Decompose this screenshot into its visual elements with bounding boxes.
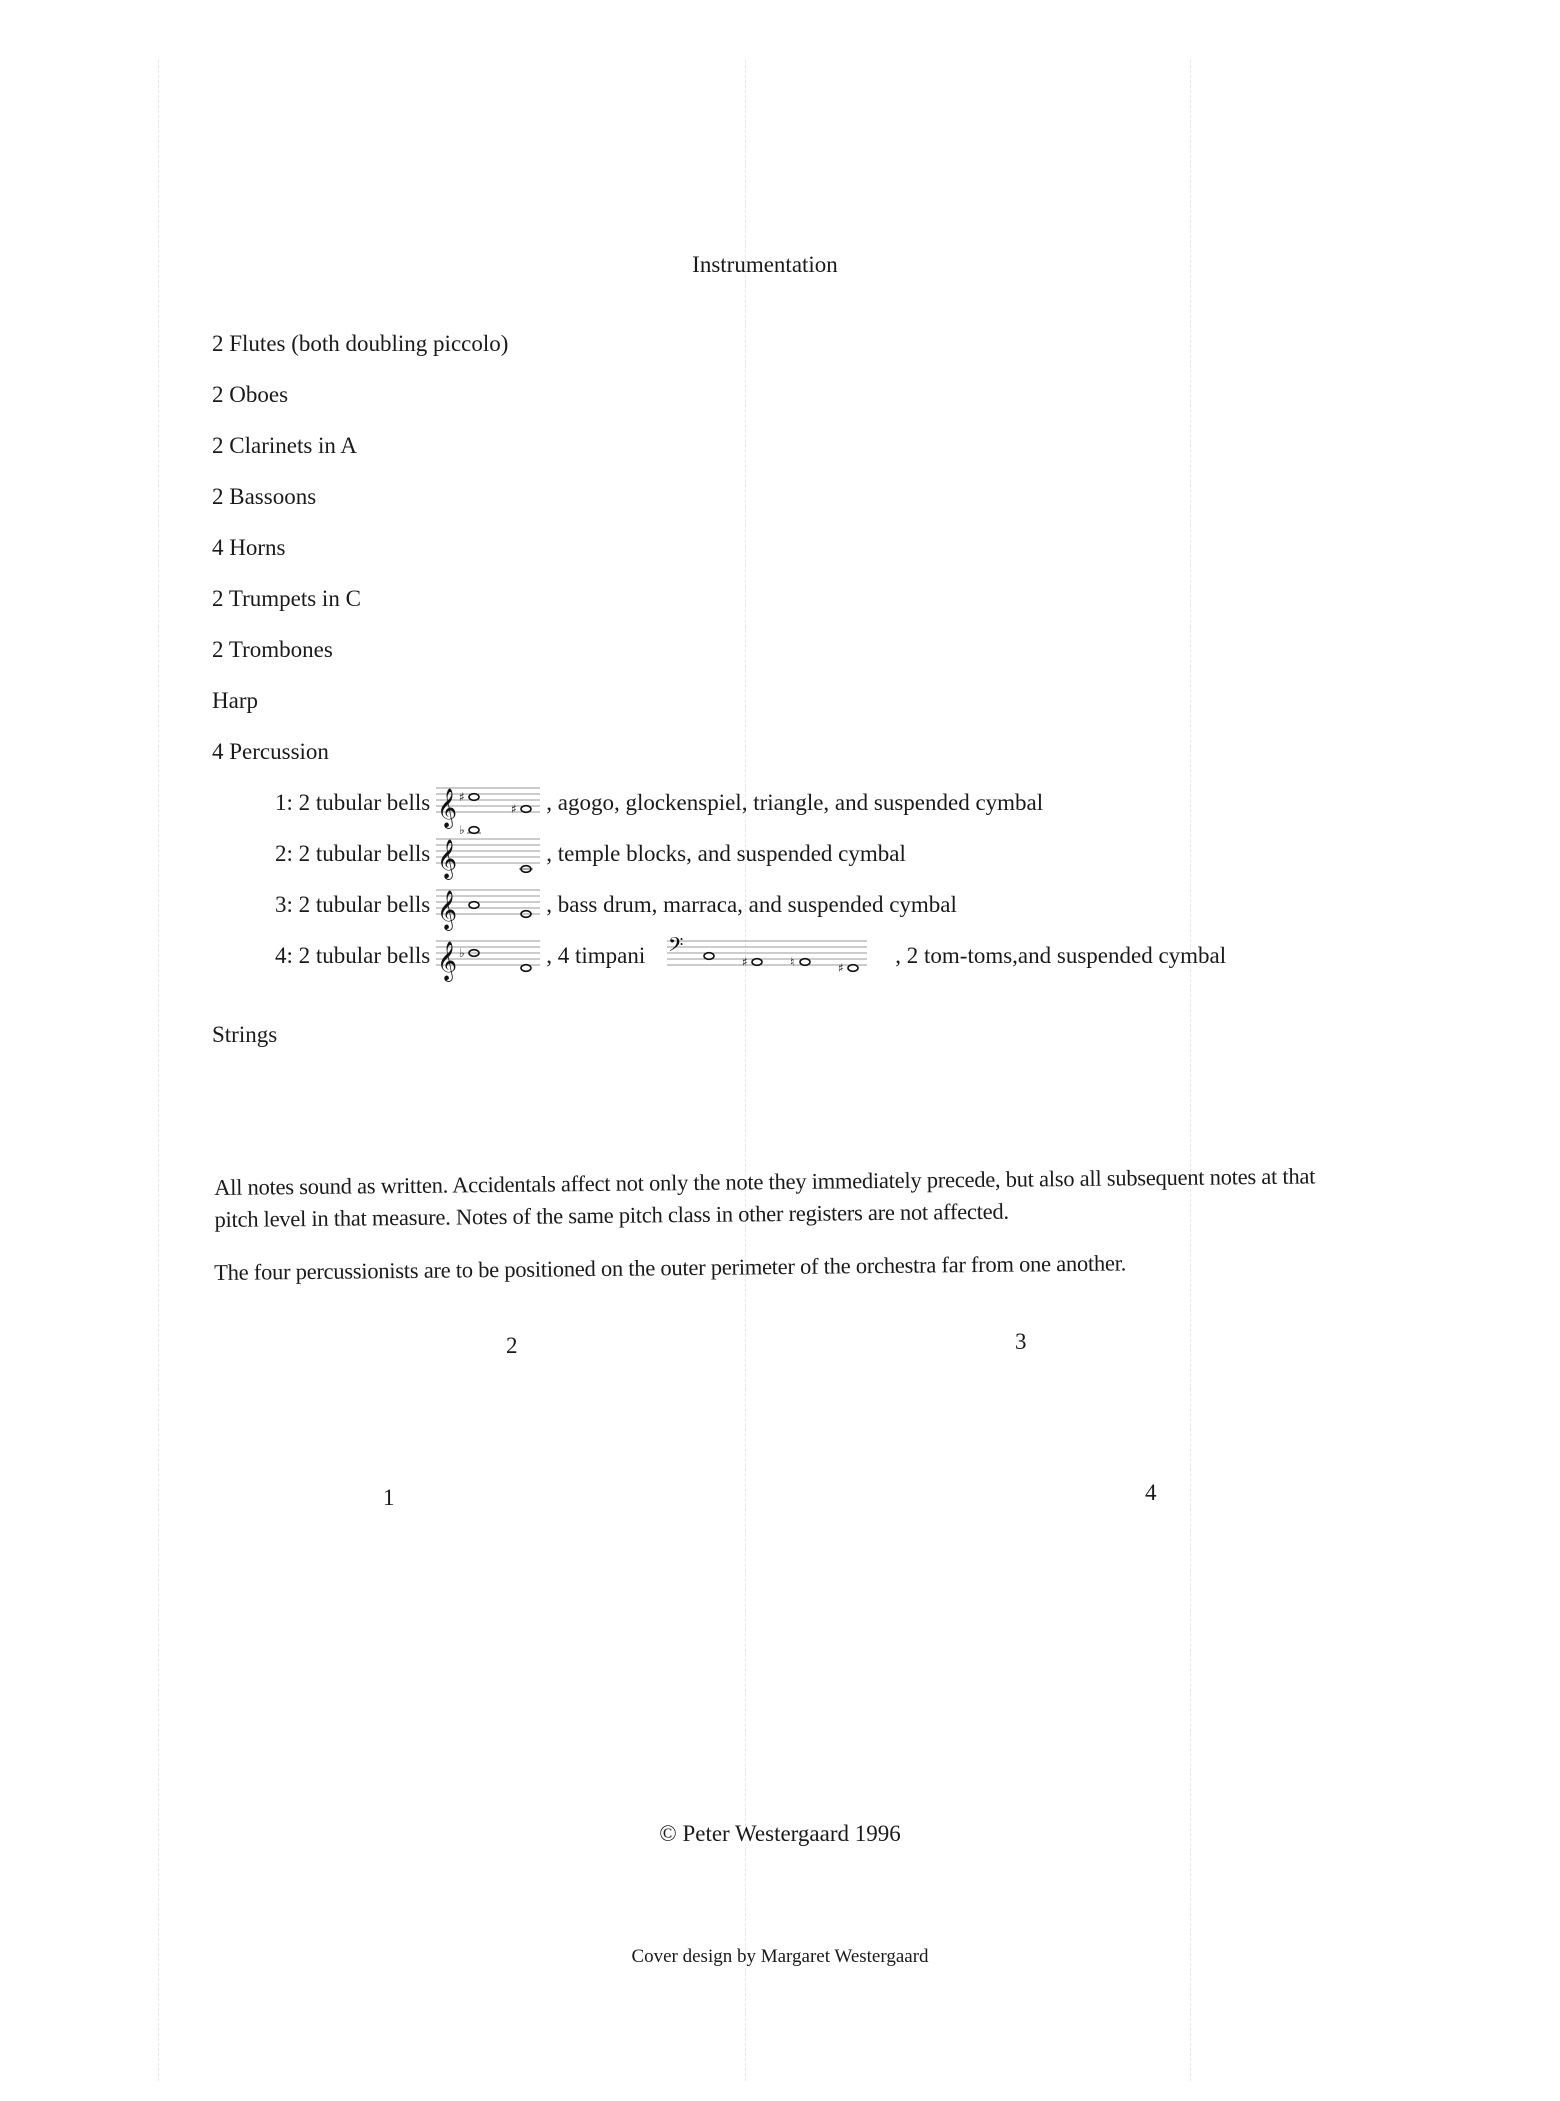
bass-clef-icon: 𝄢 — [668, 933, 684, 961]
position-4: 4 — [1145, 1480, 1157, 1505]
sharp-icon: ♯ — [838, 961, 845, 975]
note-head — [469, 902, 479, 909]
percussion-label: 4: 2 tubular bells — [275, 943, 431, 968]
bells-staff-1 — [436, 780, 540, 826]
percussion-row-3 — [275, 882, 957, 928]
bells-staff-2 — [436, 823, 540, 879]
note-head — [469, 794, 479, 801]
percussion-label: 1: 2 tubular bells — [275, 790, 431, 815]
note-head — [800, 959, 810, 966]
position-1: 1 — [383, 1485, 395, 1510]
position-3: 3 — [1015, 1329, 1027, 1354]
treble-clef-icon: 𝄞 — [437, 839, 458, 879]
percussion-instruments: , bass drum, marraca, and suspended cymbal — [546, 892, 957, 917]
note-head — [704, 953, 714, 960]
position-2: 2 — [506, 1333, 518, 1358]
instrument-item: 2 Bassoons — [212, 484, 317, 509]
note-head — [469, 827, 479, 834]
sharp-icon: ♯ — [742, 955, 749, 969]
fold-line — [745, 60, 746, 2081]
percussion-label: 3: 2 tubular bells — [275, 892, 431, 917]
percussion-instruments: , temple blocks, and suspended cymbal — [546, 841, 906, 866]
instrument-item: 2 Trumpets in C — [212, 586, 361, 611]
note-head — [521, 806, 531, 813]
note-head — [521, 965, 531, 972]
instrument-item: 4 Horns — [212, 535, 286, 560]
percussion-instruments: , agogo, glockenspiel, triangle, and suspended cymbal — [546, 790, 1044, 815]
timpani-staff — [667, 933, 867, 979]
sharp-icon: ♯ — [511, 802, 518, 816]
percussion-row-2 — [275, 823, 906, 879]
bells-staff-3 — [436, 882, 540, 928]
instrument-item: 4 Percussion — [212, 739, 329, 764]
percussion-instruments: , 2 tom-toms,and suspended cymbal — [895, 943, 1227, 968]
treble-clef-icon: 𝄞 — [437, 788, 458, 828]
percussion-row-4 — [275, 933, 1226, 979]
page-title: Instrumentation — [692, 252, 838, 277]
instrument-item: 2 Trombones — [212, 637, 333, 662]
flat-icon: ♭ — [459, 946, 465, 960]
instrument-item: 2 Oboes — [212, 382, 289, 407]
treble-clef-icon: 𝄞 — [437, 941, 458, 981]
note-head — [848, 965, 858, 972]
copyright: © Peter Westergaard 1996 — [659, 1821, 901, 1846]
natural-icon: ♮ — [790, 955, 795, 969]
instrument-item: 2 Flutes (both doubling piccolo) — [212, 331, 509, 356]
positioning-note: The four percussionists are to be positioned on the outer perimeter of the orchestra far from one another. — [214, 1250, 1127, 1285]
percussion-row-1 — [275, 780, 1043, 826]
note-head — [752, 959, 762, 966]
fold-line-right — [1190, 60, 1191, 2081]
treble-clef-icon: 𝄞 — [437, 890, 458, 930]
cover-credit: Cover design by Margaret Westergaard — [631, 1946, 929, 1967]
percussion-instruments: , 4 timpani — [546, 943, 646, 968]
instrument-item: 2 Clarinets in A — [212, 433, 358, 458]
percussion-label: 2: 2 tubular bells — [275, 841, 431, 866]
instrument-item: Harp — [212, 688, 258, 713]
bells-staff-4 — [436, 933, 540, 979]
performance-note: All notes sound as written. Accidentals affect not only the note they immediately precede, but also all subsequent notes at that pitch level in that measure. Notes of the same pitch class in other registers are not affected. — [214, 1163, 1316, 1232]
fold-line-left — [158, 60, 159, 2081]
strings-item: Strings — [212, 1022, 278, 1047]
sharp-icon: ♯ — [459, 790, 466, 804]
flat-icon: ♭ — [459, 823, 465, 837]
